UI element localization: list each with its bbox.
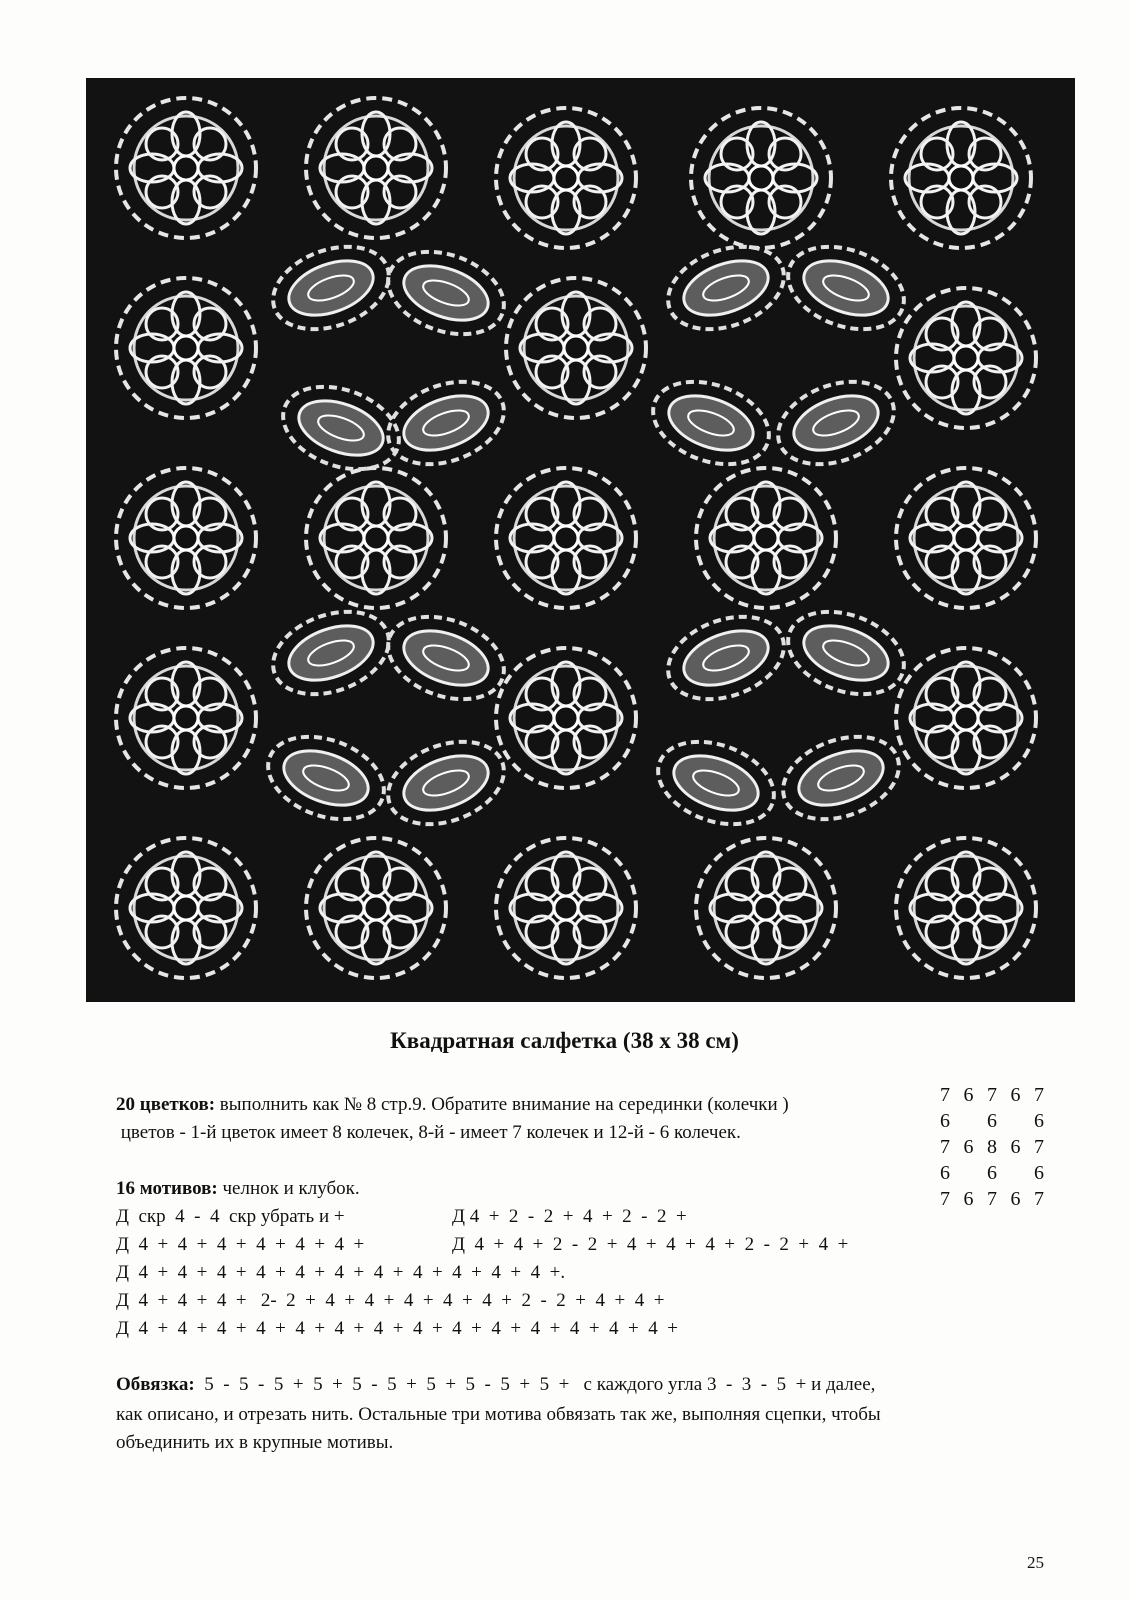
flowers-label: 20 цветков: [116, 1094, 216, 1115]
rings-cell: 6 [940, 1110, 950, 1132]
rings-cell: 6 [1034, 1110, 1044, 1132]
rings-cell: 6 [940, 1162, 950, 1184]
rings-grid [940, 1082, 1060, 1212]
doily-photo [86, 78, 1075, 1002]
edging-line-2: как описано, и отрезать нить. Остальные три мотива обвязать так же, выполняя сцепки, чтобы [116, 1404, 881, 1425]
motif-row-4: Д 4 + 4 + 4 + 2- 2 + 4 + 4 + 4 + 4 + 4 + 2 - 2 + 4 + 4 + [116, 1290, 665, 1311]
page-title: Квадратная салфетка (38 х 38 см) [390, 1028, 739, 1053]
motif-row-right-2: Д 4 + 4 + 2 - 2 + 4 + 4 + 4 + 2 - 2 + 4 + [452, 1234, 849, 1255]
rings-row-5 [940, 1186, 1044, 1212]
rings-row-2 [940, 1108, 1044, 1134]
rings-cell: 6 [987, 1110, 997, 1132]
motif-row-left-2: Д 4 + 4 + 4 + 4 + 4 + 4 + [116, 1234, 365, 1255]
rings-cell: 7 [940, 1136, 950, 1158]
edging-label: Обвязка: [116, 1374, 195, 1395]
motif-row-5: Д 4 + 4 + 4 + 4 + 4 + 4 + 4 + 4 + 4 + 4 + 4 + 4 + 4 + 4 + [116, 1318, 678, 1339]
doily-illustration [86, 78, 1075, 1002]
rings-cell: 7 [940, 1084, 950, 1106]
rings-cell: 6 [987, 1162, 997, 1184]
rings-cell: 6 [963, 1136, 974, 1158]
flowers-text-1: выполнить как № 8 стр.9. Обратите внимание на серединки (колечки ) [215, 1094, 789, 1115]
edging-text-1: 5 - 5 - 5 + 5 + 5 - 5 + 5 + 5 - 5 + 5 + с каждого угла 3 - 3 - 5 + и далее, [194, 1374, 876, 1395]
rings-cell: 7 [987, 1084, 997, 1106]
rings-cell: 7 [987, 1188, 997, 1210]
motif-row-left-1: Д скр 4 - 4 скр убрать и + [116, 1206, 345, 1227]
rings-cell: 6 [1010, 1188, 1021, 1210]
rings-cell: 7 [1034, 1084, 1044, 1106]
flowers-line-1 [116, 1094, 789, 1116]
rings-cell: 7 [1034, 1188, 1044, 1210]
rings-row-4 [940, 1160, 1044, 1186]
rings-cell: 6 [1010, 1136, 1021, 1158]
motif-row-right-1: Д 4 + 2 - 2 + 4 + 2 - 2 + [452, 1206, 687, 1227]
rings-cell: 8 [987, 1136, 997, 1158]
rings-cell: 6 [1034, 1162, 1044, 1184]
rings-row-1 [940, 1082, 1044, 1108]
flowers-line-2: цветов - 1-й цветок имеет 8 колечек, 8-й - имеет 7 колечек и 12-й - 6 колечек. [116, 1122, 741, 1143]
motifs-heading [116, 1178, 360, 1200]
rings-cell: 6 [963, 1188, 974, 1210]
rings-cell: 6 [1010, 1084, 1021, 1106]
rings-cell: 7 [1034, 1136, 1044, 1158]
edging-line-1 [116, 1374, 875, 1396]
motifs-text: челнок и клубок. [217, 1178, 360, 1199]
rings-row-3 [940, 1134, 1044, 1160]
motifs-label: 16 мотивов: [116, 1178, 218, 1199]
page-number: 25 [1027, 1553, 1044, 1572]
edging-line-3: объединить их в крупные мотивы. [116, 1432, 394, 1453]
rings-cell: 6 [963, 1084, 974, 1106]
rings-cell: 7 [940, 1188, 950, 1210]
flower-motifs [116, 98, 1036, 978]
motif-row-3: Д 4 + 4 + 4 + 4 + 4 + 4 + 4 + 4 + 4 + 4 + 4 +. [116, 1262, 566, 1283]
